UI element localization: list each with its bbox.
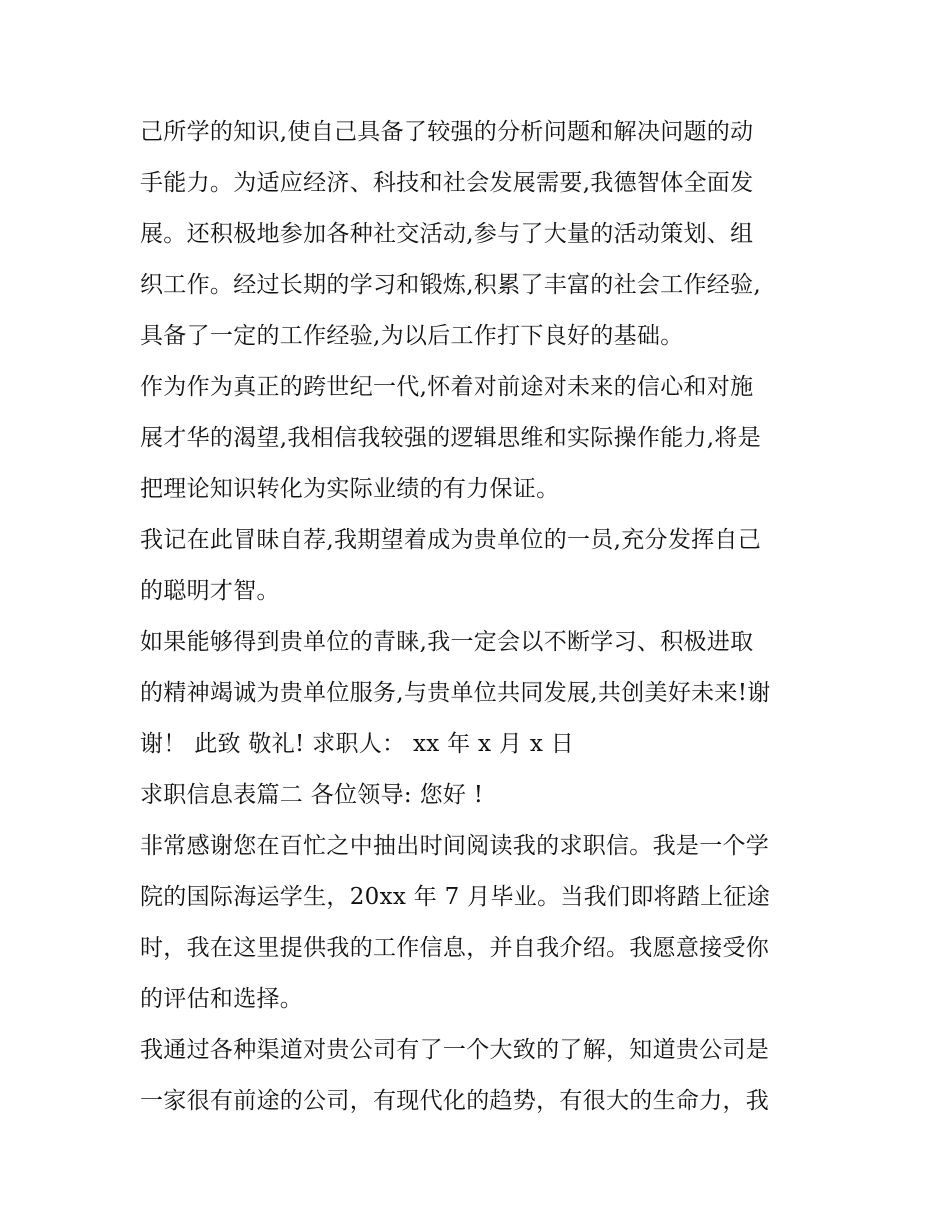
text-line-16: 院的国际海运学生，20xx 年 7 月毕业。当我们即将踏上征途 bbox=[140, 884, 771, 910]
document-body bbox=[140, 107, 830, 1127]
text-line-10: 的聪明才智。 bbox=[140, 578, 280, 604]
text-line-20: 一家很有前途的公司，有现代化的趋势，有很大的生命力，我 bbox=[140, 1088, 770, 1114]
section-heading-line: 求职信息表篇二 各位领导: 您好 ! bbox=[140, 782, 484, 808]
text-line-8: 把理论知识转化为实际业绩的有力保证。 bbox=[140, 476, 560, 502]
text-line-7: 展才华的渴望,我相信我较强的逻辑思维和实际操作能力,将是 bbox=[140, 425, 762, 451]
text-line-9: 我记在此冒昧自荐,我期望着成为贵单位的一员,充分发挥自己 bbox=[140, 527, 762, 553]
text-line-4: 织工作。经过长期的学习和锻炼,积累了丰富的社会工作经验, bbox=[140, 272, 762, 298]
text-line-2: 手能力。为适应经济、科技和社会发展需要,我德智体全面发 bbox=[140, 170, 754, 196]
closing-signature-line: 谢！ 此致 敬礼! 求职人： xx 年 x 月 x 日 bbox=[140, 731, 575, 757]
text-line-18: 的评估和选择。 bbox=[140, 986, 304, 1012]
text-line-12: 的精神竭诚为贵单位服务,与贵单位共同发展,共创美好未来!谢 bbox=[140, 680, 771, 706]
text-line-5: 具备了一定的工作经验,为以后工作打下良好的基础。 bbox=[140, 323, 684, 349]
text-line-6: 作为作为真正的跨世纪一代,怀着对前途对未来的信心和对施 bbox=[140, 374, 754, 400]
text-line-3: 展。还积极地参加各种社交活动,参与了大量的活动策划、组 bbox=[140, 221, 754, 247]
text-line-15: 非常感谢您在百忙之中抽出时间阅读我的求职信。我是一个学 bbox=[140, 833, 770, 859]
text-line-1: 己所学的知识,使自己具备了较强的分析问题和解决问题的动 bbox=[140, 119, 754, 145]
text-line-11: 如果能够得到贵单位的青睐,我一定会以不断学习、积极进取 bbox=[140, 629, 754, 655]
text-line-19: 我通过各种渠道对贵公司有了一个大致的了解，知道贵公司是 bbox=[140, 1037, 770, 1063]
text-line-17: 时，我在这里提供我的工作信息，并自我介绍。我愿意接受你 bbox=[140, 935, 770, 961]
